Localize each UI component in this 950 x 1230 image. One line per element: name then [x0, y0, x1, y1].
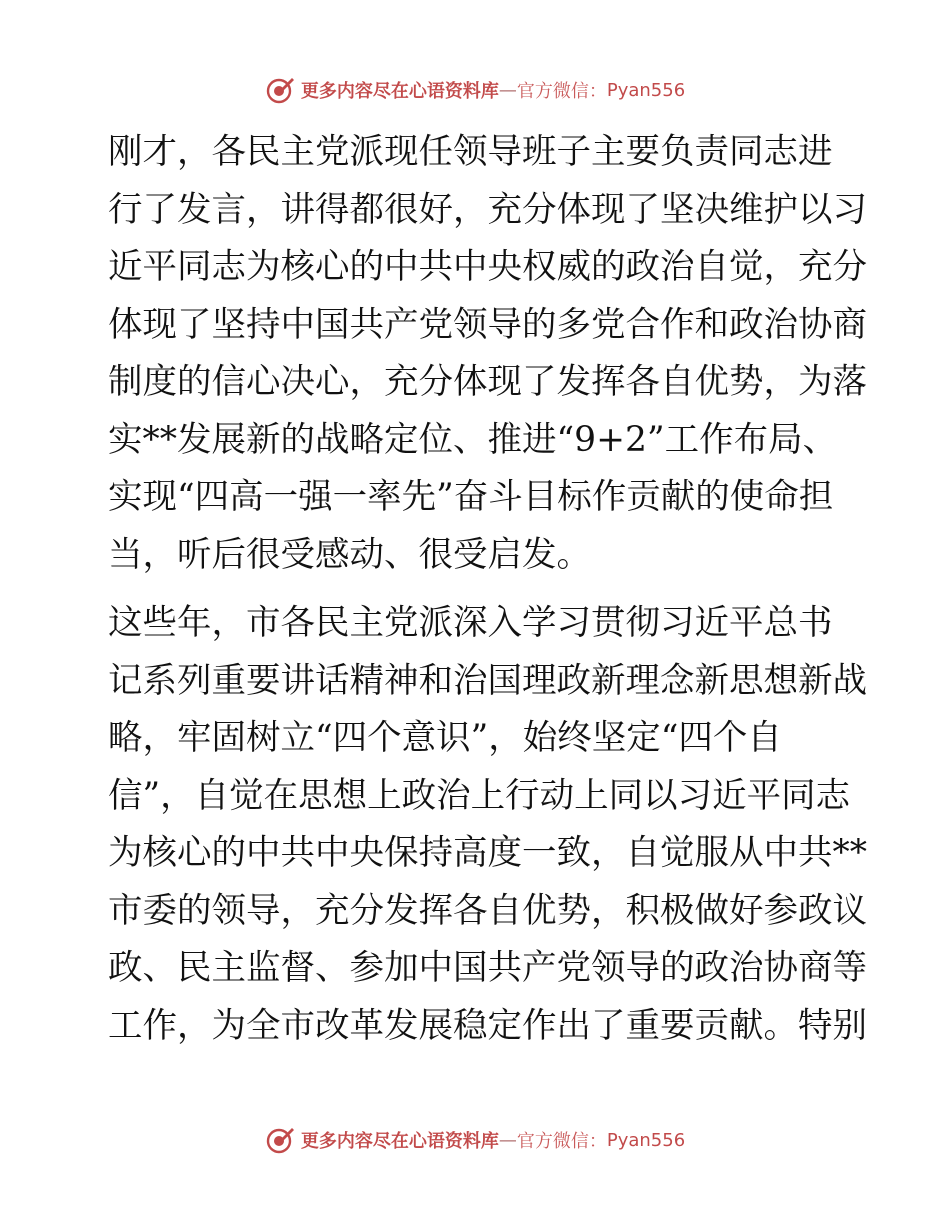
- watermark-separator: —: [498, 79, 517, 101]
- paragraph-2: [97, 595, 867, 1055]
- text-line: 实**发展新的战略定位、推进“9+2”工作布局、: [108, 419, 838, 460]
- watermark-account-label: 官方微信：: [516, 1131, 607, 1152]
- text-line: 略，牢固树立“四个意识”，始终坚定“四个自: [108, 718, 782, 758]
- text-line: 体现了坚持中国共产党领导的多党合作和政治协商: [108, 304, 867, 345]
- watermark-account-id: Pyan556: [606, 79, 686, 101]
- body-text: [97, 124, 867, 1055]
- text-line: 制度的信心决心，充分体现了发挥各自优势，为落: [108, 362, 867, 402]
- watermark-header: [0, 70, 950, 110]
- watermark-footer: [0, 1120, 950, 1160]
- text-line: 实现“四高一强一率先”奋斗目标作贡献的使命担: [108, 477, 834, 517]
- text-line: 信”，自觉在思想上政治上行动上同以习近平同志: [108, 775, 851, 816]
- pen-logo-icon: [265, 1125, 295, 1155]
- watermark-account-id: Pyan556: [606, 1129, 686, 1151]
- text-line: 刚才，各民主党派现任领导班子主要负责同志进: [108, 132, 833, 172]
- text-line: 记系列重要讲话精神和治国理政新理念新思想新战: [108, 660, 867, 701]
- text-line: 行了发言，讲得都很好，充分体现了坚决维护以习: [108, 189, 867, 230]
- watermark-title: 更多内容尽在心语资料库: [300, 81, 499, 102]
- text-line: 近平同志为核心的中共中央权威的政治自觉，充分: [108, 247, 867, 287]
- watermark-account-label: 官方微信：: [516, 81, 607, 102]
- pen-logo-icon: [265, 75, 295, 105]
- text-line: 为核心的中共中央保持高度一致，自觉服从中共**: [108, 833, 867, 873]
- paragraph-1: [97, 124, 867, 584]
- text-line: 这些年，市各民主党派深入学习贯彻习近平总书: [108, 603, 833, 643]
- watermark-separator: —: [498, 1129, 517, 1151]
- text-line: 当，听后很受感动、很受启发。: [108, 534, 591, 575]
- text-line: 工作，为全市改革发展稳定作出了重要贡献。特别: [108, 1005, 867, 1046]
- watermark-title: 更多内容尽在心语资料库: [300, 1131, 499, 1152]
- text-line: 政、民主监督、参加中国共产党领导的政治协商等: [108, 948, 867, 988]
- text-line: 市委的领导，充分发挥各自优势，积极做好参政议: [108, 890, 867, 931]
